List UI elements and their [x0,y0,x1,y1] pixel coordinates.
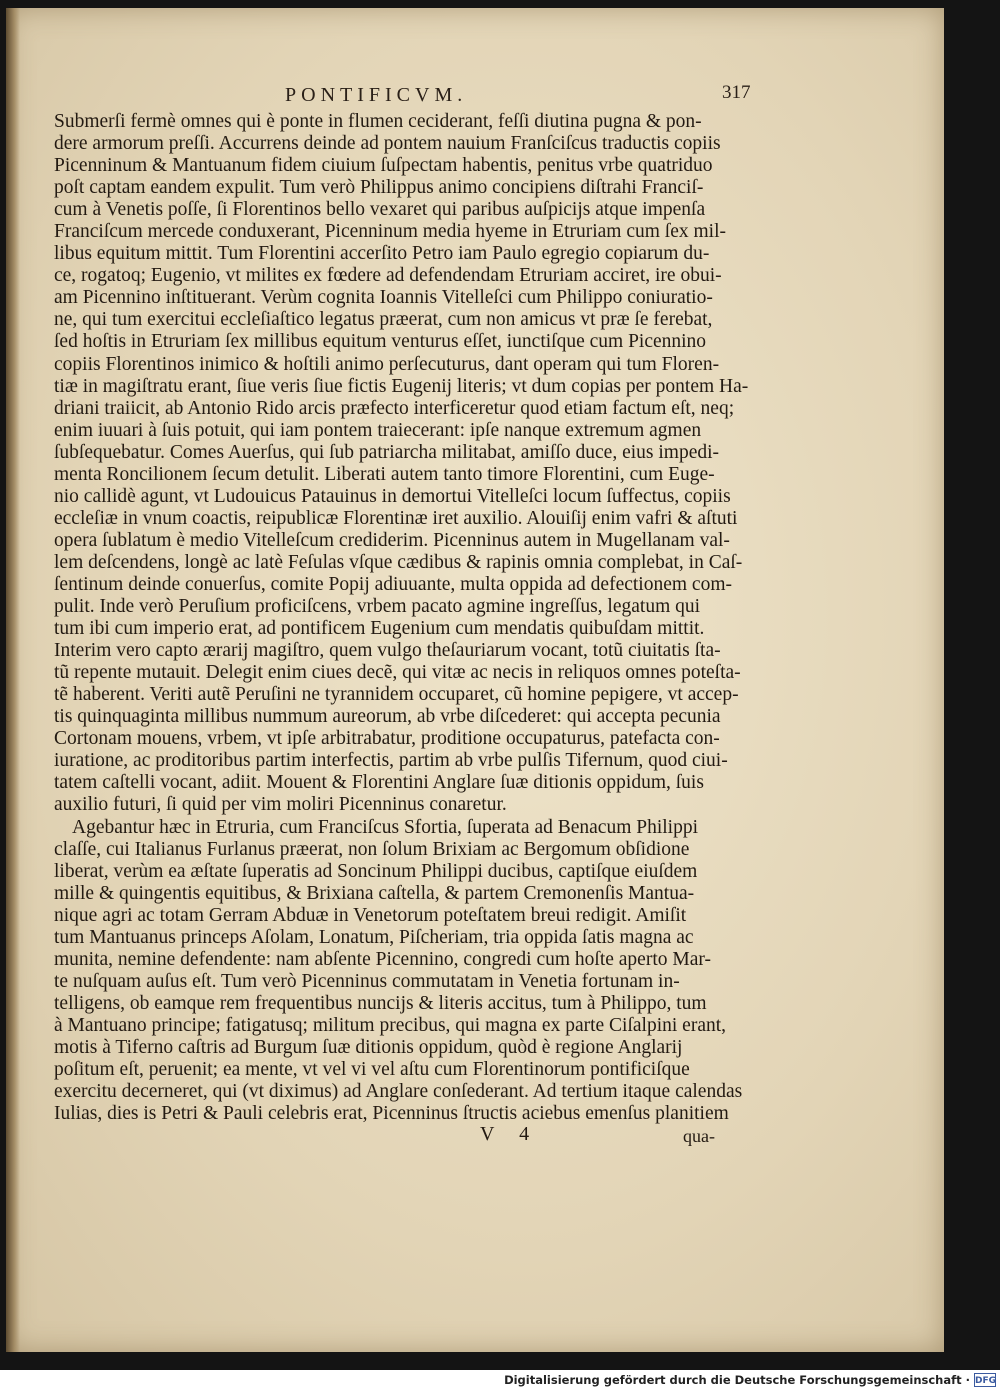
text-line: mille & quingentis equitibus, & Brixiana caſtella, & partem Cremonenſis Mantua- [54,882,695,904]
text-line: Submerſi fermè omnes qui è ponte in flumen ceciderant, feſſi diutina pugna & pon- [54,111,702,132]
text-line: liberat, verùm ea æſtate ſuperatis ad Soncinum Philippi ducibus, captiſque eiuſdem [54,860,698,882]
text-line: Cortonam mouens, vrbem, vt ipſe arbitrabatur, proditione occupaturus, patefacta con- [54,728,720,750]
text-line: Franciſcum mercede conduxerant, Picenninum media hyeme in Etruriam cum ſex mil- [54,221,726,243]
text-line: Picenninum & Mantuanum fidem ciuium ſuſpectam habentis, penitus vrbe quatriduo [54,155,713,177]
text-line: à Mantuano principe; fatigatusq; militum precibus, qui magna ex parte Ciſalpini erant, [54,1014,727,1036]
text-line: Agebantur hæc in Etruria, cum Franciſcus Sfortia, ſuperata ad Benacum Philippi [72,816,698,838]
text-line: tiæ in magiſtratu erant, ſiue veris ſiue fictis Eugenij literis; vt dum copias per pontem Ha- [54,375,749,397]
text-line: ne, qui tum exercitui eccleſiaſtico legatus præerat, cum non amicus vt præ ſe ferebat, [54,309,713,331]
page-number: 317 [722,82,751,103]
text-line: tis quinquaginta millibus nummum aureorum, ab vrbe diſcederet: qui accepta pecunia [54,706,721,728]
catchword: qua- [683,1126,715,1146]
running-head [0,84,944,112]
dfg-logo: DFG [974,1373,996,1387]
text-line: pulit. Inde verò Peruſium proficiſcens, vrbem pacato agmine ingreſſus, legatum qui [54,596,701,618]
text-line: telligens, ob eamque rem frequentibus nuncijs & literis accitus, tum à Philippo, tum [54,992,707,1014]
text-line: poſt captam eandem expulit. Tum verò Philippus animo concipiens diſtrahi Franciſ- [54,177,704,199]
text-line: ſed hoſtis in Etruriam ſex millibus equitum venturus eſſet, iunctiſque cum Picennino [54,331,707,353]
page-foot [0,1123,944,1153]
text-line: munita, nemine defendente: nam abſente Picennino, congredi cum hoſte aperto Mar- [54,948,711,970]
body-text [54,111,760,1125]
text-line: menta Roncilionem ſecum detulit. Liberati autem tanto timore Florentini, cum Euge- [54,463,715,485]
text-line: iuratione, ac proditoribus partim interfectis, partim ab vrbe pulſis Tifernum, quod ciui- [54,750,728,772]
text-line: tẽ haberent. Veriti autẽ Peruſini ne tyrannidem occuparet, cũ homine pepigere, vt accep- [54,684,739,706]
text-line: lem deſcendens, longè ac latè Feſulas vſque cædibus & rapinis omnia complebat, in Caſ- [54,551,743,573]
text-line: tũ repente mutauit. Delegit enim ciues decẽ, qui vitæ ac necis in reliquos omnes poteſta- [54,662,741,684]
text-line: nique agri ac totam Gerram Abduæ in Venetorum poteſtatem breui redigit. Amiſit [54,904,687,926]
text-line: am Picennino inſtituerant. Verùm cognita Ioannis Vitelleſci cum Philippo coniuratio- [54,287,713,309]
text-line: copiis Florentinos inimico & hoſtili animo perſecuturus, dant operam qui tum Floren- [54,353,720,375]
digitization-footer [0,1370,1000,1391]
text-line: claſſe, cui Italianus Furlanus præerat, non ſolum Brixiam ac Bergomum obſidione [54,838,690,860]
text-line: driani traiicit, ab Antonio Rido arcis præfecto interficeretur quod etiam factum eſt, neq; [54,397,735,419]
text-line: tatem caſtelli vocant, adiit. Mouent & Florentini Anglare ſuæ ditionis oppidum, ſuis [54,772,704,794]
text-line: ſubſequebatur. Comes Auerſus, qui ſub patriarcha militabat, amiſſo duce, eius impedi- [54,441,720,463]
text-line: cum à Venetis poſſe, ſi Florentinos bello vexaret qui paribus auſpicijs atque impenſa [54,199,706,221]
text-line: nio callidè agunt, vt Ludouicus Patauinus in demortui Vitelleſci locum ſuffectus, copiis [54,485,731,507]
text-line: Interim vero capto ærarij magiſtro, quem vulgo theſauriarum vocant, totũ ciuitatis ſta- [54,640,721,662]
text-line: tum ibi cum imperio erat, ad pontificem Eugenium cum mendatis quibuſdam mittit. [54,618,705,640]
text-line: enim iuuari à ſuis potuit, qui iam pontem traiecerant: ipſe nanque extremum agmen [54,419,702,441]
text-line: ſentinum deinde conuerſus, comite Popij adiuuante, multa oppida ad defectionem com- [54,573,732,595]
text-line: auxilio futuri, ſi quid per vim moliri Picenninus conaretur. [54,794,507,816]
text-line: motis à Tiferno caſtris ad Burgum ſuæ ditionis oppidum, quòd è regione Anglarij [54,1036,683,1058]
text-line: libus equitum mittit. Tum Florentini accerſito Petro iam Paulo egregio copiarum du- [54,243,710,265]
signature-mark: V 4 [480,1123,540,1145]
text-line: Iulias, dies is Petri & Pauli celebris erat, Picenninus ſtructis aciebus emenſus planitiem [54,1103,729,1125]
text-line: eccleſiæ in vnum coactis, reipublicæ Florentinæ iret auxilio. Alouiſij enim vafri & aſtuti [54,507,738,529]
text-line: poſitum eſt, peruenit; ea mente, vt vel vi vel aſtu cum Florentinorum pontificiſque [54,1059,690,1081]
text-line: ce, rogatoq; Eugenio, vt milites ex fœdere ad defendendam Etruriam acciret, ire obui- [54,265,722,287]
text-line: opera ſublatum è medio Vitelleſcum crediderim. Picenninus autem in Mugellanam val- [54,529,730,551]
text-line: dere armorum preſſi. Accurrens deinde ad pontem nauium Franſciſcus traductis copiis [54,133,721,155]
funding-credit: Digitalisierung gefördert durch die Deutsche Forschungsgemeinschaft · [504,1373,970,1387]
text-line: tum Mantuanus princeps Aſolam, Lonatum, Piſcheriam, tria oppida ſatis magna ac [54,926,694,948]
text-line: exercitu decerneret, qui (vt diximus) ad Anglare conſederant. Ad tertium itaque calendas [54,1081,743,1103]
running-title: PONTIFICVM. [285,84,468,106]
text-line: te nuſquam auſus eſt. Tum verò Picenninus commutatam in Venetia fortunam in- [54,970,680,992]
